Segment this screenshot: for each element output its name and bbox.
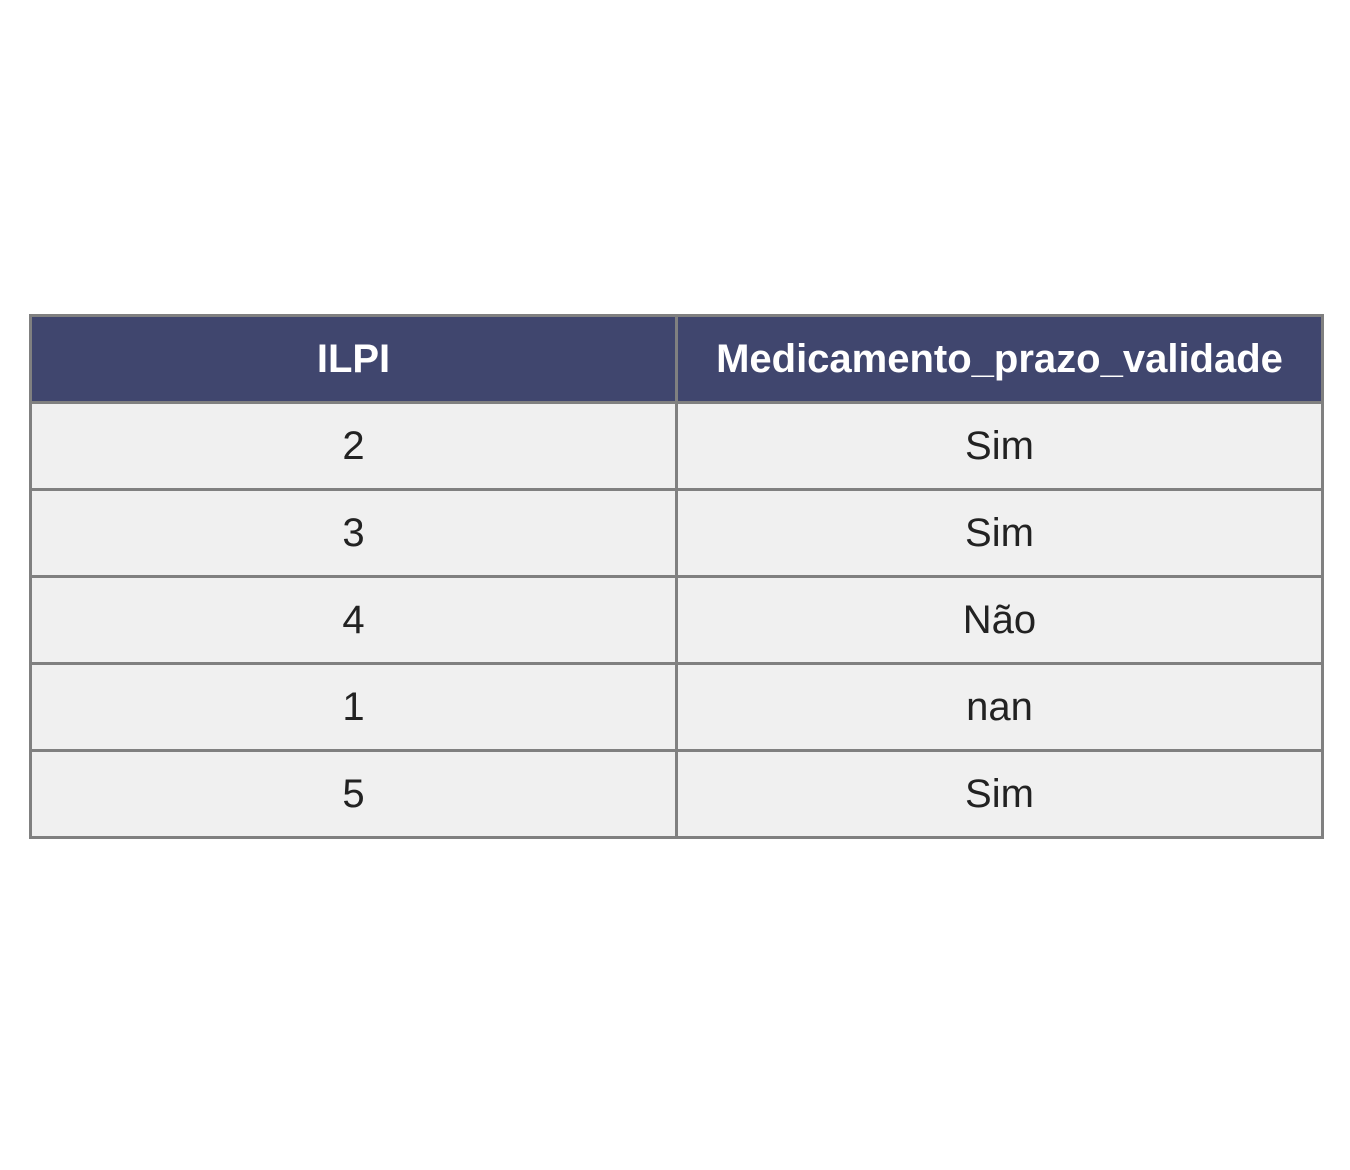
table-cell-medicamento: nan xyxy=(677,664,1323,751)
table-cell-medicamento: Não xyxy=(677,577,1323,664)
data-table xyxy=(29,314,1324,839)
header-row xyxy=(31,316,1323,403)
column-header-ilpi: ILPI xyxy=(31,316,677,403)
column-header-medicamento-prazo-validade: Medicamento_prazo_validade xyxy=(677,316,1323,403)
table-container xyxy=(29,314,1324,839)
table-row xyxy=(31,577,1323,664)
table-header xyxy=(31,316,1323,403)
table-cell-ilpi: 4 xyxy=(31,577,677,664)
table-row xyxy=(31,664,1323,751)
table-row xyxy=(31,403,1323,490)
table-cell-ilpi: 5 xyxy=(31,751,677,838)
table-cell-medicamento: Sim xyxy=(677,751,1323,838)
table-row xyxy=(31,751,1323,838)
table-cell-ilpi: 2 xyxy=(31,403,677,490)
table-cell-ilpi: 3 xyxy=(31,490,677,577)
table-cell-medicamento: Sim xyxy=(677,490,1323,577)
table-cell-ilpi: 1 xyxy=(31,664,677,751)
table-body xyxy=(31,403,1323,838)
table-row xyxy=(31,490,1323,577)
table-cell-medicamento: Sim xyxy=(677,403,1323,490)
